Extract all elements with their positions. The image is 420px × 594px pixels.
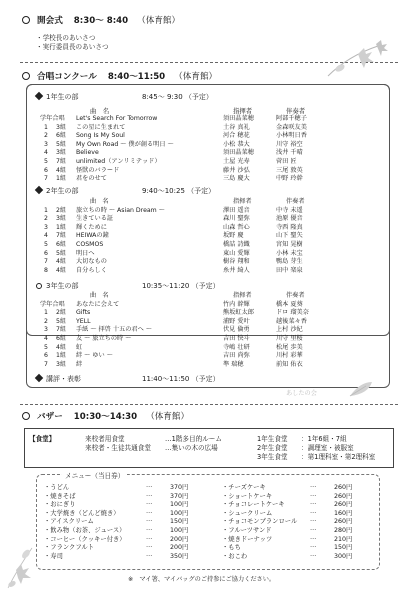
song: 友 ～ 旅立ちの時 ～ bbox=[76, 334, 132, 342]
menu-item-price: 210円 bbox=[334, 535, 353, 543]
menu-item-price: 260円 bbox=[334, 492, 353, 500]
class: 4組 bbox=[56, 266, 67, 274]
conductor: 糸井 綺人 bbox=[223, 266, 250, 274]
song: HEIWAの鐘 bbox=[76, 232, 109, 240]
song: 輝くために bbox=[76, 223, 107, 231]
class: 5組 bbox=[56, 249, 67, 257]
menu-item bbox=[44, 542, 204, 551]
dots: … bbox=[146, 550, 153, 558]
concert-title: 合唱コンクール bbox=[37, 72, 97, 82]
dots: … bbox=[310, 524, 317, 532]
song: 大切なもの bbox=[76, 258, 107, 266]
menu-item-name: ・シュークリーム bbox=[222, 509, 273, 517]
food-label: 【食堂】 bbox=[29, 435, 56, 443]
menu-item bbox=[222, 525, 372, 534]
autumn-leaves-icon bbox=[318, 36, 398, 82]
dots: … bbox=[146, 516, 153, 524]
accompanist: 越後菜々香 bbox=[276, 317, 307, 325]
menu-item bbox=[44, 508, 204, 517]
order: 6 bbox=[44, 249, 48, 257]
accompanist: 中野 玲幹 bbox=[276, 175, 303, 183]
opening-time: 8:30～ 8:40 bbox=[73, 16, 129, 26]
menu-item-price: 160円 bbox=[334, 509, 353, 517]
accompanist: 前知 佑衣 bbox=[276, 360, 303, 368]
order: 1 bbox=[44, 206, 48, 214]
menu-left-list bbox=[44, 482, 204, 559]
circle-bullet-icon bbox=[22, 412, 30, 420]
conductor: 浦野 愛叶 bbox=[223, 317, 250, 325]
col-conductor: 指揮者 bbox=[233, 107, 253, 115]
order: 2 bbox=[44, 317, 48, 325]
menu-item-price: 200円 bbox=[170, 535, 189, 543]
accompanist: 三尾 敦英 bbox=[276, 166, 303, 174]
dots: … bbox=[310, 516, 317, 524]
menu-item-name: ・フルーツサンド bbox=[222, 526, 272, 534]
circle-bullet-icon bbox=[22, 72, 30, 80]
grade-canteen: 1年生食堂 bbox=[257, 435, 288, 443]
menu-item bbox=[222, 491, 372, 500]
class: 2組 bbox=[56, 309, 67, 317]
menu-item-name: ・フランクフルト bbox=[44, 544, 94, 552]
opening-title: 開会式 bbox=[37, 16, 63, 26]
menu-item bbox=[222, 542, 372, 551]
group-time: 8:45～ 9:30 （予定） bbox=[142, 93, 213, 101]
leaf-icon bbox=[346, 378, 376, 400]
menu-item-name: ・うどん bbox=[44, 484, 70, 491]
group-name: 2年生の部 bbox=[46, 187, 79, 195]
menu-item-name: ・寿司 bbox=[44, 552, 63, 560]
order: 7 bbox=[44, 360, 48, 368]
menu-item-name: ・飲み物（お茶、ジュース） bbox=[44, 526, 126, 534]
class: 3組 bbox=[56, 149, 67, 157]
class: 6組 bbox=[56, 132, 67, 140]
song: Believe bbox=[76, 149, 99, 157]
song: 生きている証 bbox=[76, 215, 114, 223]
dots: … bbox=[146, 490, 153, 498]
accompanist: 寺西 隆真 bbox=[276, 223, 303, 231]
order: 4 bbox=[44, 232, 48, 240]
menu-item bbox=[44, 516, 204, 525]
song: 怪獣のバラード bbox=[76, 166, 120, 174]
order: 5 bbox=[44, 343, 48, 351]
song: 虹 bbox=[76, 343, 83, 351]
menu-item-name: ・もち bbox=[222, 544, 241, 552]
menu-item-price: 100円 bbox=[170, 501, 189, 509]
class: 1組 bbox=[56, 175, 67, 183]
conductor: 準 瑞穂 bbox=[223, 360, 244, 368]
bazaar-time: 10:30～14:30 bbox=[73, 412, 138, 422]
conductor: 橋詰 詩織 bbox=[223, 240, 250, 248]
stall-org: 来校者用食堂 bbox=[85, 435, 125, 443]
accompanist: 小林 未宝 bbox=[276, 249, 303, 257]
menu-item-price: 280円 bbox=[334, 526, 353, 534]
menu-item bbox=[222, 499, 372, 508]
menu-item-price: 260円 bbox=[334, 518, 353, 526]
order: 6 bbox=[44, 352, 48, 360]
circle-bullet-icon bbox=[22, 16, 30, 24]
food-row bbox=[25, 433, 393, 442]
song: unlimited（アンリミテッド） bbox=[76, 157, 161, 165]
menu-item-price: 350円 bbox=[170, 552, 189, 560]
order: 4 bbox=[44, 334, 48, 342]
opening-item: ・実行委員長のあいさつ bbox=[36, 43, 109, 51]
review-name: 講評・表彰 bbox=[46, 375, 81, 383]
concert-venue: （体育館） bbox=[174, 72, 218, 82]
autumn-leaves-icon bbox=[2, 540, 38, 592]
menu-item-price: 370円 bbox=[170, 484, 189, 491]
grade-canteen: 3年生食堂 bbox=[257, 453, 288, 461]
menu-item bbox=[44, 499, 204, 508]
class: 2組 bbox=[56, 206, 67, 214]
menu-item-price: 150円 bbox=[334, 544, 353, 552]
order: 学年合唱 bbox=[40, 115, 65, 122]
conductor: 東山 愛輝 bbox=[223, 249, 250, 257]
dots: … bbox=[146, 524, 153, 532]
accompanist: 川守 裕空 bbox=[276, 140, 303, 148]
grade-location: ：第1理科室・第2理科室 bbox=[301, 453, 376, 461]
menu-item-price: 300円 bbox=[334, 552, 353, 560]
menu-right-list bbox=[222, 482, 372, 559]
menu-item-price: 100円 bbox=[170, 526, 189, 534]
conductor: 吉田 快斗 bbox=[223, 334, 250, 342]
accompanist: 宮知 晃樹 bbox=[276, 240, 303, 248]
accompanist: 池原 優音 bbox=[276, 215, 303, 223]
class: 3組 bbox=[56, 360, 67, 368]
menu-item bbox=[222, 516, 372, 525]
class: 1組 bbox=[56, 352, 67, 360]
class: 3組 bbox=[56, 123, 67, 131]
song: 君をのせて bbox=[76, 175, 107, 183]
song: My Own Road ～ 僕が創る明日 ～ bbox=[76, 140, 174, 148]
dots: … bbox=[310, 482, 317, 489]
menu-item bbox=[44, 491, 204, 500]
conductor: 坂野 慶 bbox=[223, 232, 244, 240]
group-time: 9:40～10:25 （予定） bbox=[142, 187, 216, 195]
song: Song Is My Soul bbox=[76, 132, 125, 140]
menu-item-name: ・おにぎり bbox=[44, 501, 76, 509]
song: 明日へ bbox=[76, 249, 95, 257]
menu-item-name: ・アイスクリーム bbox=[44, 518, 94, 526]
dots: … bbox=[146, 533, 153, 541]
menu-item-name: ・ショートケーキ bbox=[222, 492, 273, 500]
menu-item-price: 100円 bbox=[170, 509, 189, 517]
accompanist: 鴨島 芽生 bbox=[276, 258, 303, 266]
class: 7組 bbox=[56, 232, 67, 240]
order: 7 bbox=[44, 258, 48, 266]
opening-item: ・学校長のあいさつ bbox=[36, 34, 96, 42]
menu-item bbox=[222, 534, 372, 543]
conductor: 山森 哲心 bbox=[223, 223, 250, 231]
col-accompanist: 伴奏者 bbox=[286, 292, 305, 299]
song: 自分らしく bbox=[76, 266, 107, 274]
menu-item bbox=[222, 482, 372, 491]
accompanist: ドロ 瑠美奈 bbox=[276, 309, 309, 317]
menu-item bbox=[44, 551, 204, 560]
accompanist: 菅田 匠 bbox=[276, 157, 297, 165]
dots: … bbox=[310, 533, 317, 541]
bazaar-header bbox=[22, 410, 189, 422]
conductor: 三島 慶大 bbox=[223, 175, 250, 183]
concert-time: 8:40～11:50 bbox=[107, 72, 166, 82]
order: 4 bbox=[44, 149, 48, 157]
divider bbox=[20, 404, 398, 405]
dots: … bbox=[310, 507, 317, 515]
order: 8 bbox=[44, 266, 48, 274]
food-row bbox=[25, 442, 393, 451]
dots: … bbox=[146, 499, 153, 507]
accompanist: 金森咲友美 bbox=[276, 123, 307, 131]
accompanist: 小林明日香 bbox=[276, 132, 307, 140]
conductor: 樹谷 翔和 bbox=[223, 258, 250, 266]
dots: … bbox=[146, 482, 153, 489]
col-song: 曲 名 bbox=[90, 198, 109, 205]
song: この星に生まれて bbox=[76, 123, 126, 131]
class: 3組 bbox=[56, 215, 67, 223]
menu-item-name: ・大学焼き（どんど焼き） bbox=[44, 509, 120, 517]
song: Gifts bbox=[76, 309, 91, 317]
col-conductor: 指揮者 bbox=[233, 292, 252, 299]
menu-item-name: ・チョコモンブランロール bbox=[222, 518, 298, 526]
stall-org: 来校者・生徒共通食堂 bbox=[85, 444, 151, 452]
menu-item-name: ・チーズケーキ bbox=[222, 484, 266, 491]
conductor: 須田晶菜穂 bbox=[223, 149, 254, 157]
class: 7組 bbox=[56, 326, 67, 334]
group-name: 3年生の部 bbox=[46, 282, 79, 290]
class: 4組 bbox=[56, 258, 67, 266]
song: 絆 bbox=[76, 360, 83, 368]
accompanist: 川村 彩華 bbox=[276, 352, 303, 360]
footnote: ※ マイ箸、マイバッグのご持参にご協力ください。 bbox=[128, 576, 276, 583]
accompanist: 川守 里桜 bbox=[276, 334, 303, 342]
menu-item-price: 260円 bbox=[334, 484, 353, 491]
concert-header bbox=[22, 70, 217, 82]
menu-item-price: 260円 bbox=[334, 501, 353, 509]
conductor: 澤田 遥音 bbox=[223, 206, 250, 214]
accompanist: 浅井 千晴 bbox=[276, 149, 303, 157]
conductor: 森川 聖弥 bbox=[223, 215, 250, 223]
menu-item bbox=[44, 482, 204, 491]
dots: … bbox=[146, 507, 153, 515]
menu-title: メニュー（当日券） bbox=[62, 470, 127, 480]
dots: … bbox=[146, 542, 153, 550]
accompanist: 上村 沙紀 bbox=[276, 326, 303, 334]
dots: … bbox=[310, 499, 317, 507]
menu-item bbox=[222, 508, 372, 517]
menu-item-price: 200円 bbox=[170, 544, 189, 552]
order: 6 bbox=[44, 166, 48, 174]
stall-place: …1階多目的ルーム bbox=[165, 435, 222, 443]
accompanist: 山下 聖矢 bbox=[276, 232, 303, 240]
class: 6組 bbox=[56, 334, 67, 342]
conductor: 須田晶菜穂 bbox=[223, 115, 254, 122]
bazaar-venue: （体育館） bbox=[146, 412, 190, 422]
concert-frame-outline bbox=[26, 84, 390, 388]
review-time: 11:40～11:50 （予定） bbox=[142, 375, 220, 383]
order: 5 bbox=[44, 157, 48, 165]
accompanist: 田中 楽泉 bbox=[276, 266, 303, 274]
class: 7組 bbox=[56, 157, 67, 165]
accompanist: 松尾 歩美 bbox=[276, 343, 303, 351]
order: 7 bbox=[44, 175, 48, 183]
conductor: 吉田 尚弥 bbox=[223, 352, 250, 360]
col-song: 曲 名 bbox=[90, 292, 109, 299]
song: 絆 ～ ゆい ～ bbox=[76, 352, 113, 360]
menu-item bbox=[44, 534, 204, 543]
watermark-text: あしたの会 bbox=[286, 390, 317, 397]
song: YELL bbox=[76, 317, 91, 325]
accompanist: 阿部千穂子 bbox=[276, 115, 307, 122]
accompanist: 橋本 夏葵 bbox=[276, 300, 303, 308]
class: 6組 bbox=[56, 240, 67, 248]
order: 1 bbox=[44, 309, 48, 317]
grade-canteen: 2年生食堂 bbox=[257, 444, 288, 452]
order: 3 bbox=[44, 140, 48, 148]
song: 手紙 ～ 拝啓 十五の君へ ～ bbox=[76, 326, 152, 334]
order: 学年合唱 bbox=[40, 300, 65, 308]
song: Let's Search For Tomorrow bbox=[76, 115, 158, 122]
class: 4組 bbox=[56, 343, 67, 351]
conductor: 河合 穂花 bbox=[223, 132, 250, 140]
dots: … bbox=[310, 542, 317, 550]
conductor: 藤井 沙弘 bbox=[223, 166, 250, 174]
order: 3 bbox=[44, 223, 48, 231]
menu-item bbox=[222, 551, 372, 560]
menu-item-name: ・焼きドーナッツ bbox=[222, 535, 273, 543]
order: 2 bbox=[44, 215, 48, 223]
conductor: 熊坂虹太郎 bbox=[223, 309, 254, 317]
menu-item-name: ・焼きそば bbox=[44, 492, 76, 500]
bazaar-title: バザー bbox=[37, 412, 63, 422]
food-row bbox=[25, 451, 393, 460]
dots: … bbox=[310, 490, 317, 498]
conductor: 寺嶋 壮研 bbox=[223, 343, 250, 351]
col-accompanist: 伴奏者 bbox=[286, 107, 306, 115]
accompanist: 中寺 未遥 bbox=[276, 206, 303, 214]
conductor: 伏見 倫勇 bbox=[223, 326, 250, 334]
order: 2 bbox=[44, 132, 48, 140]
class: 5組 bbox=[56, 317, 67, 325]
menu-item-name: ・おこわ bbox=[222, 552, 248, 560]
class: 5組 bbox=[56, 140, 67, 148]
stall-place: …集いの木の広場 bbox=[165, 444, 218, 452]
menu-item-price: 370円 bbox=[170, 492, 189, 500]
class: 1組 bbox=[56, 223, 67, 231]
song: あなたに会えて bbox=[76, 300, 120, 308]
menu-item bbox=[44, 525, 204, 534]
order: 3 bbox=[44, 326, 48, 334]
conductor: 小松 恭大 bbox=[223, 140, 250, 148]
menu-item-price: 150円 bbox=[170, 518, 189, 526]
opening-venue: （体育館） bbox=[137, 16, 181, 26]
conductor: 土屋 光寿 bbox=[223, 157, 250, 165]
song: COSMOS bbox=[76, 240, 104, 248]
conductor: 土谷 真礼 bbox=[223, 123, 250, 131]
order: 5 bbox=[44, 240, 48, 248]
menu-item-name: ・チョコレートケーキ bbox=[222, 501, 285, 509]
col-song: 曲 名 bbox=[90, 107, 110, 115]
conductor: 竹内 幹輝 bbox=[223, 300, 250, 308]
group-name: 1年生の部 bbox=[46, 93, 79, 101]
col-conductor: 指揮者 bbox=[233, 198, 252, 205]
dots: … bbox=[310, 550, 317, 558]
group-time: 10:35～11:20 （予定） bbox=[142, 282, 220, 290]
col-accompanist: 伴奏者 bbox=[286, 198, 305, 205]
order: 1 bbox=[44, 123, 48, 131]
grade-location: ：調理室・被服室 bbox=[301, 444, 354, 452]
menu-item-name: ・コーヒー（クッキー付き） bbox=[44, 535, 126, 543]
grade-location: ：1年6組・7組 bbox=[301, 435, 347, 443]
food-info-box bbox=[24, 428, 394, 468]
song: 旅立ちの時 ～ Asian Dream ～ bbox=[76, 206, 165, 214]
opening-header bbox=[22, 14, 180, 26]
class: 4組 bbox=[56, 166, 67, 174]
